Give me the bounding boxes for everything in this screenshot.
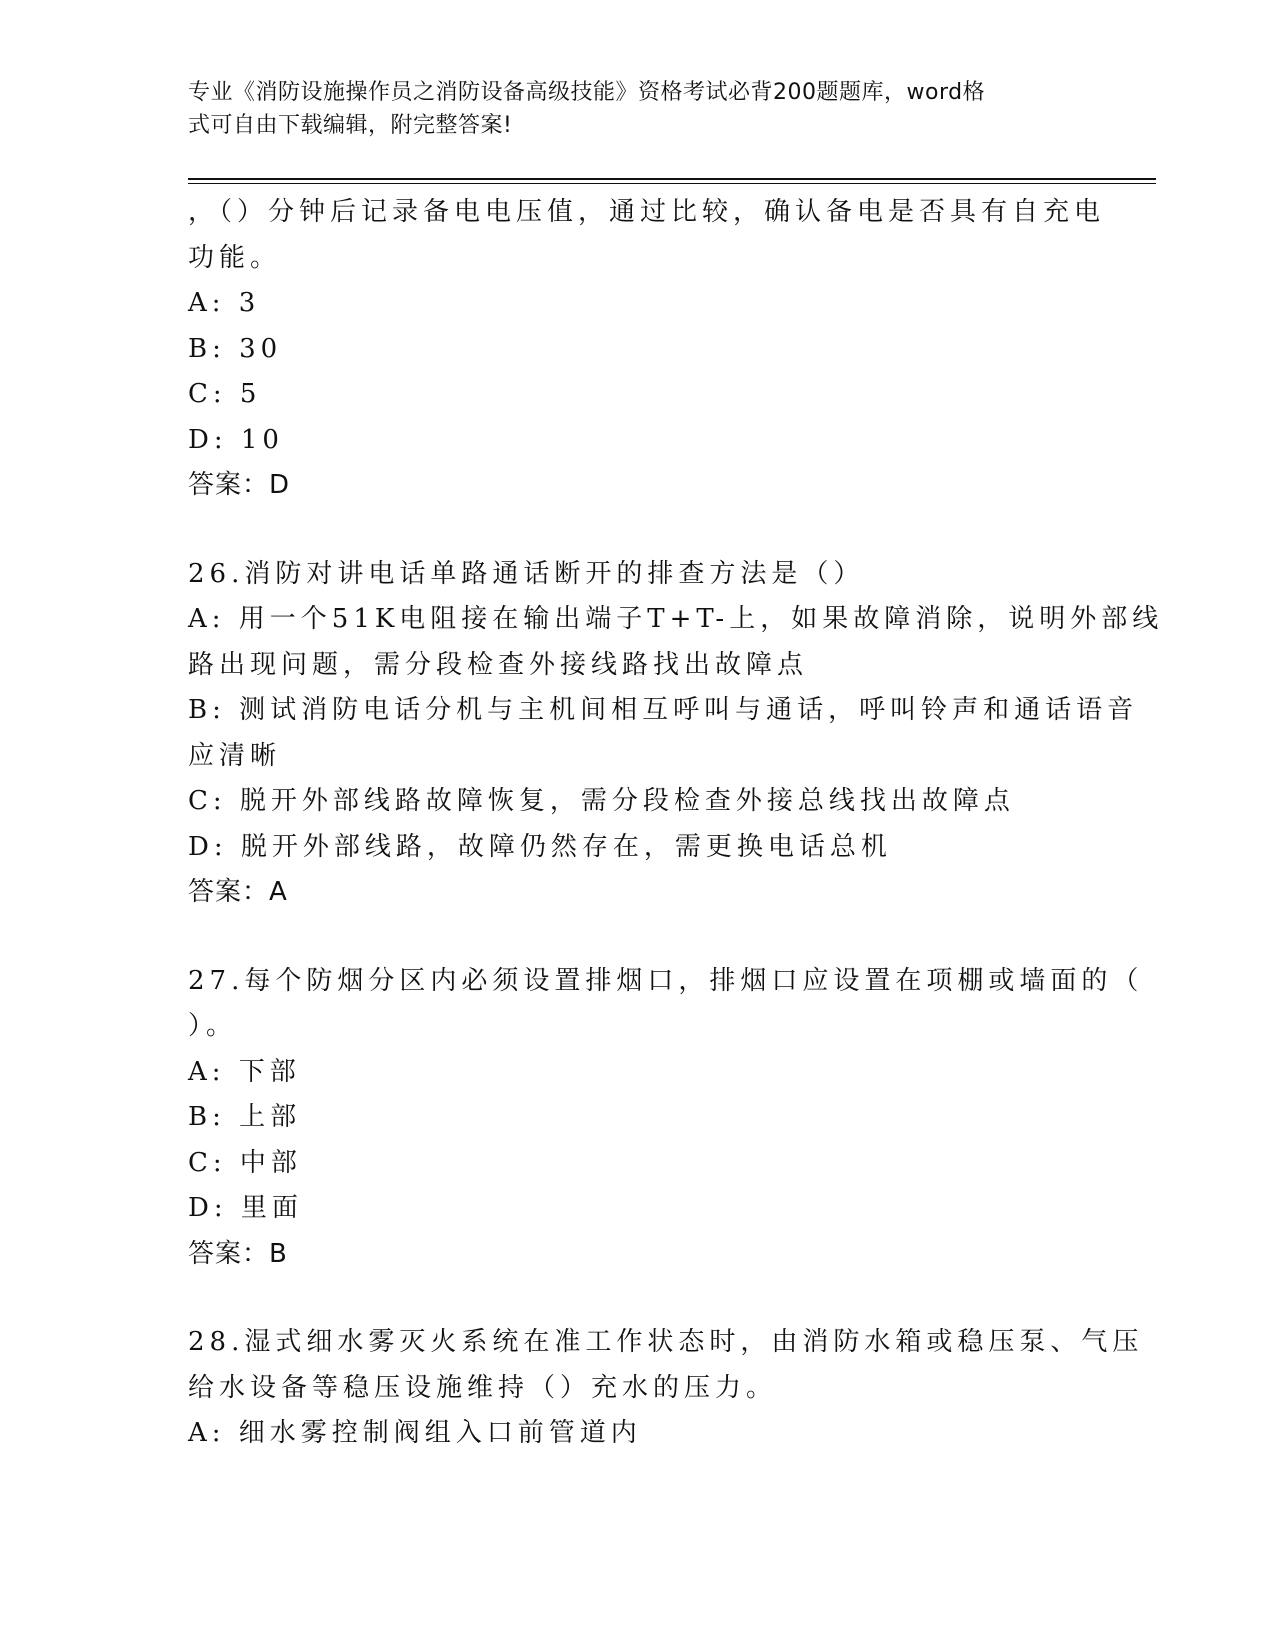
option-a-continued: 路出现问题，需分段检查外接线路找出故障点 [188,649,809,680]
question-stem-line: 27.每个防烟分区内必须设置排烟口，排烟口应设置在项棚或墙面的（ [188,965,1144,996]
option-c: C: 中部 [188,1147,302,1178]
option-d: D: 10 [188,424,284,455]
option-b: B: 30 [188,333,283,364]
question-stem: 26.消防对讲电话单路通话断开的排查方法是（） [188,558,865,589]
question-stem-line: ，（）分钟后记录备电电压值，通过比较，确认备电是否具有自充电 [188,197,1106,227]
option-c: C: 脱开外部线路故障恢复，需分段检查外接总线找出故障点 [188,786,1015,816]
spacer [188,509,1088,552]
header-divider-thin [188,183,1156,184]
header-line-2: 式可自由下载编辑，附完整答案! [188,113,513,138]
question-stem-line: 给水设备等稳压设施维持（）充水的压力。 [188,1372,778,1403]
question-27 [188,959,1144,1278]
document-header [188,76,1068,142]
option-b: B: 上部 [188,1102,302,1132]
option-d: D: 里面 [188,1193,303,1223]
option-a: A: 用一个51K电阻接在输出端子T+T-上，如果故障消除，说明外部线 [188,604,1164,634]
header-divider-thick [188,178,1156,180]
option-d: D: 脱开外部线路，故障仍然存在，需更换电话总机 [188,831,892,862]
spacer [188,1277,1088,1320]
answer-line: 答案：B [188,1238,288,1269]
answer-line: 答案：A [188,877,288,907]
option-b: B: 测试消防电话分机与主机间相互呼叫与通话，呼叫铃声和通话语音 [188,695,1139,725]
option-a: A: 细水雾控制阀组入口前管道内 [188,1418,642,1448]
question-stem-line: 28.湿式细水雾灭火系统在准工作状态时，由消防水箱或稳压泵、气压 [188,1327,1144,1357]
option-a: A: 3 [188,288,261,318]
option-a: A: 下部 [188,1056,301,1087]
question-28 [188,1320,1144,1457]
question-list [188,190,1164,1457]
option-b-continued: 应清晰 [188,740,282,771]
question-25 [188,190,1106,509]
header-line-1: 专业《消防设施操作员之消防设备高级技能》资格考试必背200题题库，word格 [188,80,986,105]
answer-line: 答案：D [188,470,291,500]
option-c: C: 5 [188,379,262,409]
spacer [188,916,1088,959]
question-stem-line: 功能。 [188,242,282,273]
question-stem-line: ）。 [188,1011,238,1041]
question-26 [188,552,1164,916]
